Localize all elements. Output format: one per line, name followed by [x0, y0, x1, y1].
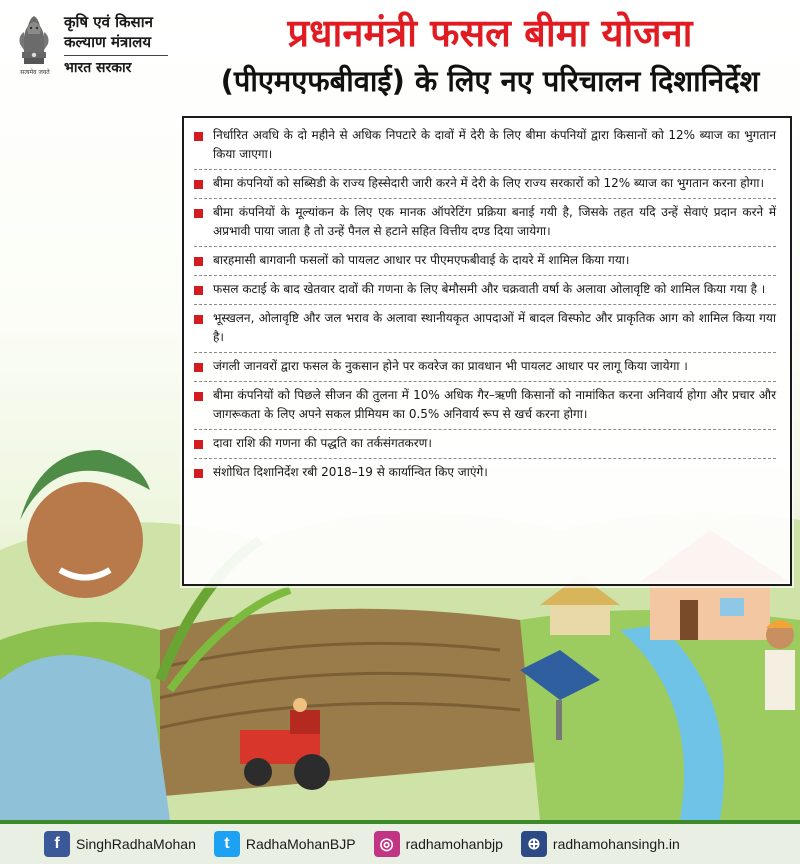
bullet-icon — [194, 440, 203, 449]
bullet-icon — [194, 286, 203, 295]
government-name: भारत सरकार — [64, 60, 132, 76]
list-item-text: बीमा कंपनियों को सब्सिडी के राज्य हिस्सेदारी जारी करने में देरी के लिए राज्य सरकारों को 12% ब्याज का भुगतान करना होगा। — [213, 176, 765, 190]
guidelines-panel — [182, 116, 792, 586]
ministry-name-line2: कल्याण मंत्रालय — [64, 33, 152, 51]
bullet-icon — [194, 363, 203, 372]
facebook-link[interactable] — [44, 831, 196, 857]
twitter-link[interactable] — [214, 831, 356, 857]
list-item-text: संशोधित दिशानिर्देश रबी 2018–19 से कार्यान्वित किए जाएंगे। — [213, 465, 488, 479]
twitter-handle: RadhaMohanBJP — [245, 836, 356, 852]
list-item — [194, 126, 776, 170]
list-item — [194, 434, 776, 459]
social-footer — [0, 820, 800, 864]
bullet-icon — [194, 209, 203, 218]
globe-icon: ⊕ — [521, 831, 547, 857]
ministry-block — [64, 12, 174, 77]
list-item-text: बीमा कंपनियों को पिछले सीजन की तुलना में 10% अधिक गैर–ऋणी किसानों को नामांकित करना अनिवार्य होगा और प्रचार और जागरूकता के लिए अपने सकल प्रीमियम का 0.5% अनिवार्य रूप से खर्च करना होगा। — [213, 388, 776, 421]
ministry-name-line1: कृषि एवं किसान — [64, 13, 153, 31]
page-title: प्रधानमंत्री फसल बीमा योजना — [287, 11, 693, 55]
list-item — [194, 251, 776, 276]
list-item-text: जंगली जानवरों द्वारा फसल के नुकसान होने पर कवरेज का प्रावधान भी पायलट आधार पर लागू किया जायेगा । — [213, 359, 688, 373]
website-url: radhamohansingh.in — [552, 836, 680, 852]
bullet-icon — [194, 257, 203, 266]
list-item — [194, 174, 776, 199]
list-item-text: बारहमासी बागवानी फसलों को पायलट आधार पर पीएमएफबीवाई के दायरे में शामिल किया गया। — [213, 253, 630, 267]
page-subtitle: (पीएमएफबीवाई) के लिए नए परिचालन दिशानिर्देश — [220, 64, 760, 98]
instagram-icon: ◎ — [374, 831, 400, 857]
list-item-text: निर्धारित अवधि के दो महीने से अधिक निपटारे के दावों में देरी के लिए बीमा कंपनियों द्वारा किसानों को 12% ब्याज का भुगतान किया जाएगा। — [213, 128, 776, 161]
list-item-text: बीमा कंपनियों के मूल्यांकन के लिए एक मानक ऑपरेटिंग प्रक्रिया बनाई गयी है, जिसके तहत यदि उन्हें सेवाएं प्रदान करने में अप्रभावी पाया जाता है तो उन्हें पैनल से हटाने सहित वित्तीय दण्ड दिया जायेगा। — [213, 205, 776, 238]
facebook-icon: f — [44, 831, 70, 857]
instagram-link[interactable] — [374, 831, 503, 857]
list-item — [194, 309, 776, 353]
list-item-text: फसल कटाई के बाद खेतवार दावों की गणना के लिए बेमौसमी और चक्रवाती वर्षा के अलावा ओलावृष्टि को शामिल किया गया है । — [213, 282, 766, 296]
bullet-icon — [194, 132, 203, 141]
twitter-icon: t — [214, 831, 240, 857]
bullet-icon — [194, 392, 203, 401]
villager-figure — [765, 620, 795, 710]
list-item — [194, 463, 776, 487]
bullet-icon — [194, 469, 203, 478]
list-item — [194, 357, 776, 382]
guidelines-list — [194, 126, 776, 487]
emblem-icon — [10, 4, 58, 74]
ministry-divider — [64, 55, 168, 56]
instagram-handle: radhamohanbjp — [405, 836, 503, 852]
facebook-handle: SinghRadhaMohan — [76, 836, 196, 852]
bullet-icon — [194, 180, 203, 189]
list-item — [194, 386, 776, 430]
emblem-motto: सत्यमेव जयते — [20, 69, 50, 76]
bullet-icon — [194, 315, 203, 324]
list-item — [194, 280, 776, 305]
list-item-text: दावा राशि की गणना की पद्धति का तर्कसंगतकरण। — [213, 436, 432, 450]
website-link[interactable] — [521, 831, 680, 857]
list-item-text: भूस्खलन, ओलावृष्टि और जल भराव के अलावा स्थानीयकृत आपदाओं में बादल विस्फोट और प्राकृतिक आग को शामिल किया गया है। — [213, 311, 776, 344]
list-item — [194, 203, 776, 247]
